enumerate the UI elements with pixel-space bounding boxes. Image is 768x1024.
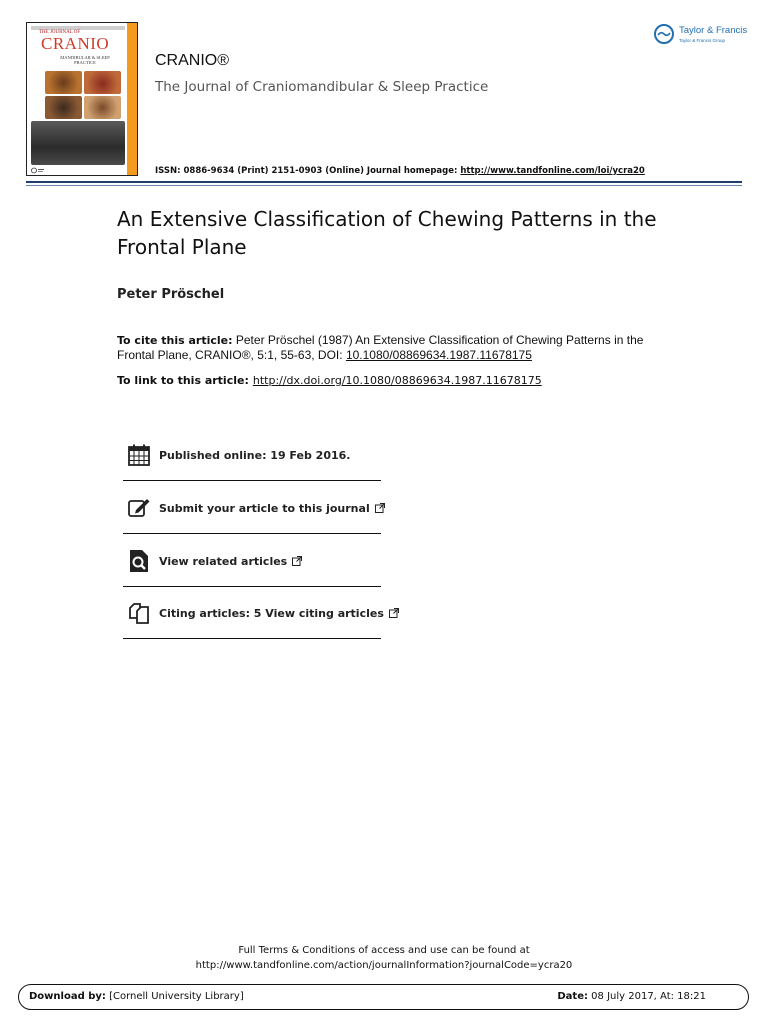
cover-photo-grid (45, 71, 121, 119)
cite-doi-link[interactable]: 10.1080/08869634.1987.11678175 (345, 348, 532, 362)
cite-text: Peter Pröschel (1987) An Extensive Classification of Chewing Patterns in the Frontal Plane, CRANIO®, 5:1, 55-63, DOI: (117, 333, 644, 362)
published-row (123, 429, 381, 481)
download-date (557, 991, 706, 1002)
edit-icon (127, 496, 151, 520)
related-articles-link[interactable] (159, 555, 302, 568)
cover-publisher-logo (31, 167, 45, 174)
article-link-line (117, 373, 542, 387)
calendar-icon (127, 443, 151, 467)
issn-line (155, 166, 645, 176)
citing-articles-link[interactable] (159, 607, 399, 620)
header-divider-thin (26, 185, 742, 186)
cover-subtitle: MANDIBULAR & SLEEP PRACTICE (60, 55, 110, 65)
publisher-group: Taylor & Francis Group (679, 38, 726, 43)
article-author: Peter Pröschel (117, 287, 225, 302)
publisher-name: Taylor & Francis (679, 25, 748, 36)
submit-article-label: Submit your article to this journal (159, 502, 370, 515)
download-info-bar (18, 984, 749, 1010)
cite-label: To cite this article: (117, 334, 233, 347)
cover-journal-word: CRANIO (41, 34, 110, 53)
publisher-logo-icon (654, 24, 674, 44)
cover-photo (45, 71, 82, 94)
submit-article-row[interactable] (123, 482, 381, 534)
download-value: [Cornell University Library] (105, 991, 244, 1002)
link-label: To link to this article: (117, 374, 249, 387)
cover-small-heading: THE JOURNAL OF (39, 30, 81, 35)
related-articles-row[interactable] (123, 535, 381, 587)
cover-photo (84, 71, 121, 94)
cover-orange-strip (127, 23, 137, 175)
external-link-icon (375, 503, 385, 513)
article-doi-link[interactable]: http://dx.doi.org/10.1080/08869634.1987.11678175 (252, 374, 542, 387)
terms-notice (0, 943, 768, 973)
download-label: Download by: (29, 991, 106, 1002)
terms-url[interactable]: http://www.tandfonline.com/action/journalInformation?journalCode=ycra20 (195, 960, 573, 971)
download-by (29, 991, 244, 1002)
date-value: 08 July 2017, At: 18:21 (587, 991, 706, 1002)
citation-block (117, 333, 657, 363)
journal-homepage-link[interactable]: http://www.tandfonline.com/loi/ycra20 (460, 166, 645, 176)
published-date: Published online: 19 Feb 2016. (159, 449, 351, 462)
cover-xray-image (31, 121, 125, 165)
publisher-logo[interactable] (654, 22, 746, 48)
submit-article-link[interactable] (159, 502, 385, 515)
issn-text: ISSN: 0886-9634 (Print) 2151-0903 (Online) Journal homepage: (155, 166, 461, 176)
external-link-icon (292, 556, 302, 566)
article-title: An Extensive Classification of Chewing Patterns in the Frontal Plane (117, 207, 657, 259)
copy-documents-icon (127, 601, 151, 625)
search-document-icon (127, 549, 151, 573)
journal-subtitle: The Journal of Craniomandibular & Sleep Practice (155, 79, 489, 95)
cover-photo (84, 96, 121, 119)
terms-line-1: Full Terms & Conditions of access and use can be found at (238, 945, 530, 956)
journal-cover-image (26, 22, 138, 176)
journal-title: CRANIO® (155, 52, 230, 69)
date-label: Date: (557, 991, 588, 1002)
citing-articles-row[interactable] (123, 587, 384, 639)
related-articles-label: View related articles (159, 555, 288, 568)
citing-articles-label: Citing articles: 5 View citing articles (159, 607, 384, 620)
wave-icon (656, 26, 672, 42)
header-divider (26, 181, 742, 183)
external-link-icon (389, 608, 399, 618)
cover-photo (45, 96, 82, 119)
